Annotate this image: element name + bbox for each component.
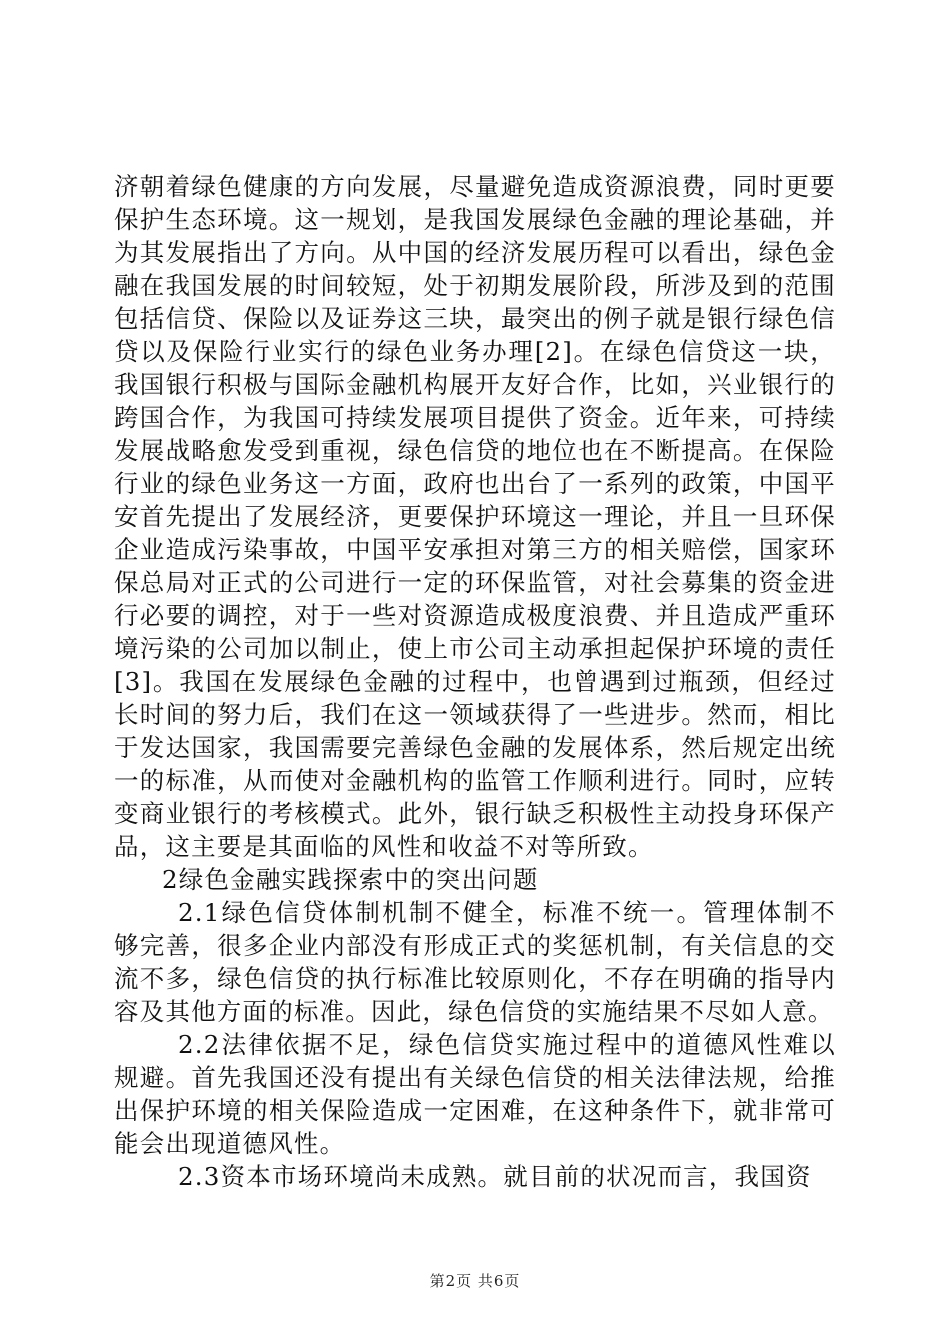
subsection-paragraph: 2.2法律依据不足，绿色信贷实施过程中的道德风性难以规避。首先我国还没有提出有关绿色信贷的相关法律法规，给推出保护环境的相关保险造成一定困难，在这种条件下，就非常可能会出现道德风性。 — [114, 1030, 836, 1158]
section-heading: 2绿色金融实践探索中的突出问题 — [162, 865, 539, 894]
subsection-paragraph: 2.3资本市场环境尚未成熟。就目前的状况而言，我国资 — [178, 1162, 812, 1191]
body-paragraph: 济朝着绿色健康的方向发展，尽量避免造成资源浪费，同时更要保护生态环境。这一规划，是我国发展绿色金融的理论基础，并为其发展指出了方向。从中国的经济发展历程可以看出，绿色金融在我国发展的时间较短，处于初期发展阶段，所涉及到的范围包括信贷、保险以及证券这三块，最突出的例子就是银行绿色信贷以及保险行业实行的绿色业务办理[2]。在绿色信贷这一块，我国银行积极与国际金融机构展开友好合作，比如，兴业银行的跨国合作，为我国可持续发展项目提供了资金。近年来，可持续发展战略愈发受到重视，绿色信贷的地位也在不断提高。在保险行业的绿色业务这一方面，政府也出台了一系列的政策，中国平安首先提出了发展经济，更要保护环境这一理论，并且一旦环保企业造成污染事故，中国平安承担对第三方的相关赔偿，国家环保总局对正式的公司进行一定的环保监管，对社会募集的资金进行必要的调控，对于一些对资源造成极度浪费、并且造成严重环境污染的公司加以制止，使上市公司主动承担起保护环境的责任[3]。我国在发展绿色金融的过程中，也曾遇到过瓶颈，但经过长时间的努力后，我们在这一领域获得了一些进步。然而，相比于发达国家，我国需要完善绿色金融的发展体系，然后规定出统一的标准，从而使对金融机构的监管工作顺利进行。同时，应转变商业银行的考核模式。此外，银行缺乏积极性主动投身环保产品，这主要是其面临的风性和收益不对等所致。 — [114, 172, 836, 861]
page-number-footer: 第2页 共6页 — [429, 1272, 521, 1290]
subsection-paragraph: 2.1绿色信贷体制机制不健全，标准不统一。管理体制不够完善，很多企业内部没有形成正式的奖惩机制，有关信息的交流不多，绿色信贷的执行标准比较原则化，不存在明确的指导内容及其他方面的标准。因此，绿色信贷的实施结果不尽如人意。 — [114, 898, 836, 1026]
document-body — [114, 170, 836, 1193]
